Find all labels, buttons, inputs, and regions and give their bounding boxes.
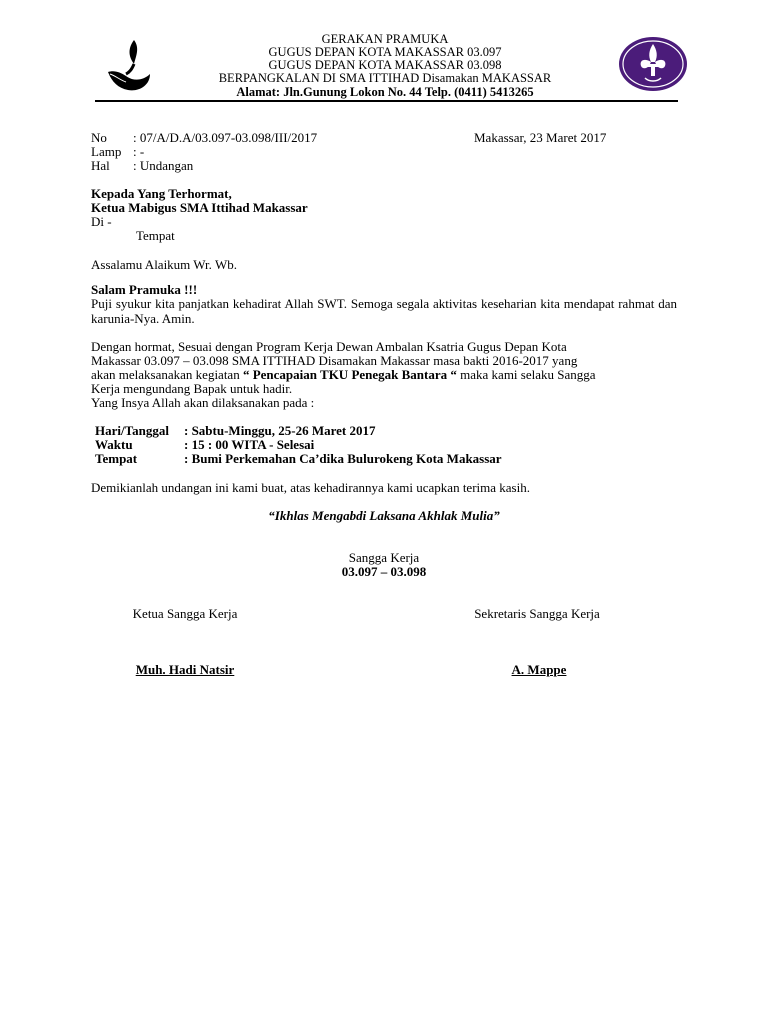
schedule-date-label: Hari/Tanggal — [95, 423, 169, 438]
attachment-label: Lamp — [91, 144, 122, 159]
right-signatory-title: Sekretaris Sangga Kerja — [474, 606, 600, 621]
recipient-name: Ketua Mabigus SMA Ittihad Makassar — [91, 200, 308, 215]
gugus-depan-2: GUGUS DEPAN KOTA MAKASSAR 03.098 — [268, 58, 502, 72]
schedule-venue-value: : Bumi Perkemahan Ca’dika Bulurokeng Kota Makassar — [184, 451, 502, 466]
schedule-venue-label: Tempat — [95, 451, 138, 466]
tunas-kelapa-icon — [104, 36, 156, 94]
address-line: Alamat: Jln.Gunung Lokon No. 44 Telp. (0411) 5413265 — [236, 85, 534, 99]
number-label: No — [91, 130, 107, 145]
motto: “Ikhlas Mengabdi Laksana Akhlak Mulia” — [268, 508, 500, 523]
event-name: “ Pencapaian TKU Penegak Bantara “ — [242, 367, 457, 382]
place-date: Makassar, 23 Maret 2017 — [474, 130, 607, 145]
body-line-5: Yang Insya Allah akan dilaksanakan pada : — [91, 395, 315, 410]
salam-pramuka: Salam Pramuka !!! — [91, 282, 198, 297]
recipient-di: Di - — [91, 214, 112, 229]
base-school: BERPANGKALAN DI SMA ITTIHAD Disamakan MAKASSAR — [218, 71, 552, 85]
schedule-date-value: : Sabtu-Minggu, 25-26 Maret 2017 — [184, 423, 376, 438]
recipient-place: Tempat — [136, 228, 175, 243]
body-line-4: Kerja mengundang Bapak untuk hadir. — [91, 381, 293, 396]
opening-paragraph: Puji syukur kita panjatkan kehadirat Allah SWT. Semoga segala aktivitas keseharian kita mendapat rahmat dan karunia-Nya. Amin. — [91, 296, 677, 326]
org-name: GERAKAN PRAMUKA — [321, 32, 449, 46]
schedule-time-label: Waktu — [95, 437, 133, 452]
body-line-3-pre: akan melaksanakan kegiatan — [91, 367, 243, 382]
greeting: Assalamu Alaikum Wr. Wb. — [91, 257, 237, 272]
left-signatory-title: Ketua Sangga Kerja — [132, 606, 238, 621]
gugus-depan-1: GUGUS DEPAN KOTA MAKASSAR 03.097 — [268, 45, 502, 59]
issuer-unit: Sangga Kerja — [348, 550, 420, 565]
issuer-number: 03.097 – 03.098 — [341, 564, 427, 579]
body-line-3-post: maka kami selaku Sangga — [456, 367, 596, 382]
schedule-time-value: : 15 : 00 WITA - Selesai — [184, 437, 315, 452]
subject-value: : Undangan — [133, 158, 194, 173]
recipient-salutation: Kepada Yang Terhormat, — [91, 186, 232, 201]
attachment-value: : - — [133, 144, 145, 159]
number-value: : 07/A/D.A/03.097-03.098/III/2017 — [133, 130, 318, 145]
left-signatory-name: Muh. Hadi Natsir — [135, 662, 235, 677]
subject-label: Hal — [91, 158, 110, 173]
letterhead-divider — [95, 100, 678, 102]
body-line-1: Dengan hormat, Sesuai dengan Program Kerja Dewan Ambalan Ksatria Gugus Depan Kota — [91, 339, 567, 354]
closing-sentence: Demikianlah undangan ini kami buat, atas kehadirannya kami ucapkan terima kasih. — [91, 480, 530, 495]
scout-fleur-de-lis-emblem — [617, 36, 689, 92]
right-signatory-name: A. Mappe — [511, 662, 567, 677]
body-line-3 — [91, 367, 596, 382]
body-line-2: Makassar 03.097 – 03.098 SMA ITTIHAD Disamakan Makassar masa bakti 2016-2017 yang — [91, 353, 578, 368]
